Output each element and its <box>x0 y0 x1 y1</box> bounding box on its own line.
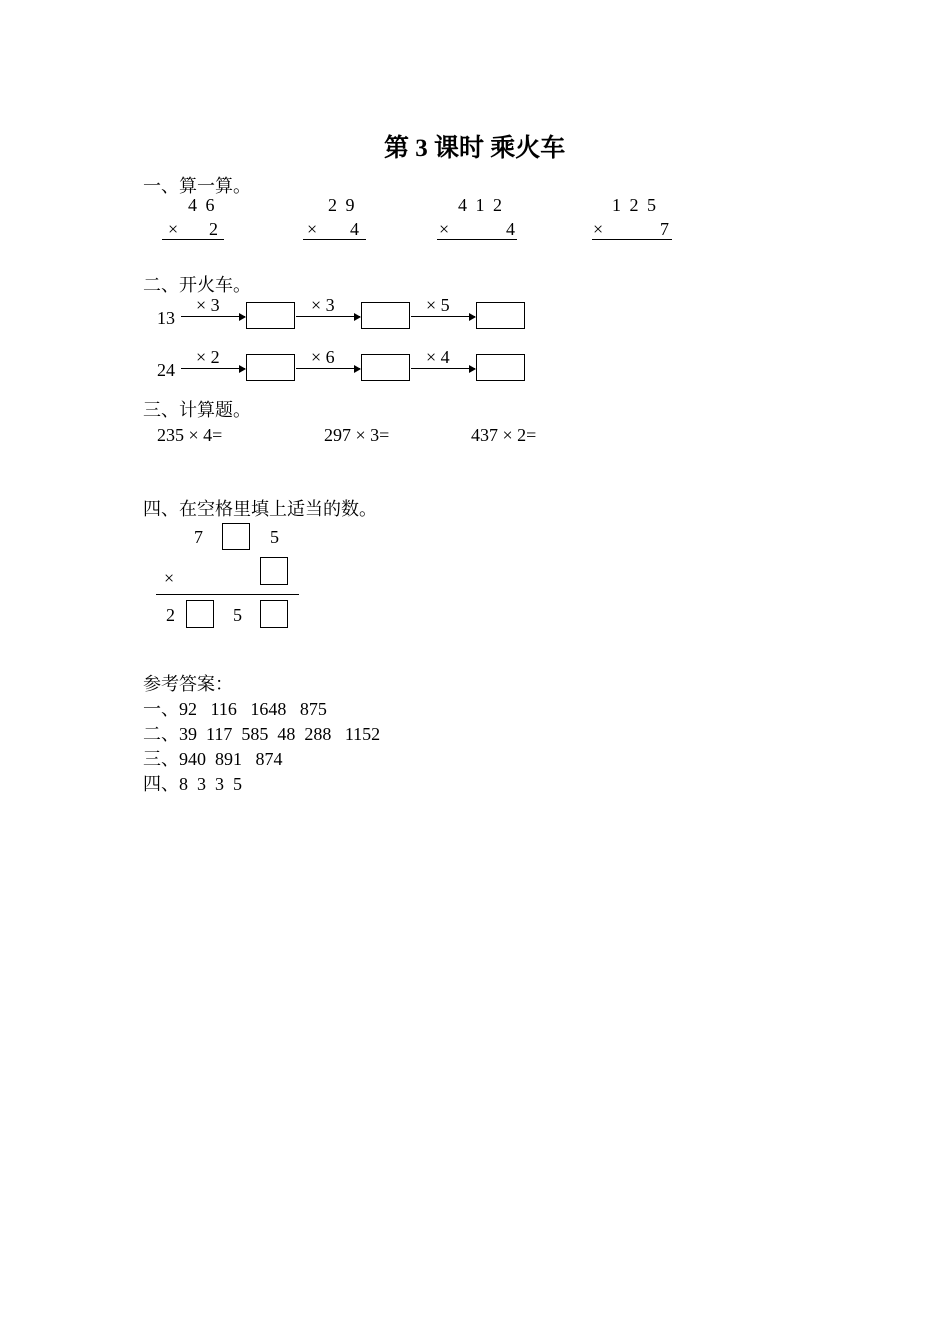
blank-box[interactable] <box>260 600 288 628</box>
problem-top-number: 2 9 <box>328 195 357 215</box>
answers-heading: 参考答案： <box>143 674 233 694</box>
top-digit: 5 <box>270 527 279 547</box>
answer-line: 一、92 116 1648 875 <box>143 699 327 719</box>
answer-box[interactable] <box>361 302 410 329</box>
arrow-icon <box>181 368 245 369</box>
blank-box[interactable] <box>222 523 250 550</box>
blank-box[interactable] <box>260 557 288 585</box>
train-operation: × 3 <box>196 295 220 315</box>
page-title: 第 3 课时 乘火车 <box>384 135 566 162</box>
problem-multiplier: 4 <box>350 219 359 239</box>
arrow-icon <box>411 368 475 369</box>
blank-box[interactable] <box>186 600 214 628</box>
problem-top-number: 4 6 <box>188 195 217 215</box>
answer-box[interactable] <box>246 302 295 329</box>
arrow-icon <box>411 316 475 317</box>
answer-line: 四、8 3 3 5 <box>143 774 242 794</box>
problem-multiplier: 7 <box>660 219 669 239</box>
arrow-icon <box>181 316 245 317</box>
times-sign: × <box>307 219 318 239</box>
result-line <box>162 239 224 240</box>
result-line <box>592 239 672 240</box>
train-operation: × 4 <box>426 347 450 367</box>
section4-heading: 四、在空格里填上适当的数。 <box>143 499 377 519</box>
section2-heading: 二、开火车。 <box>143 275 251 295</box>
train-operation: × 3 <box>311 295 335 315</box>
problem-top-number: 4 1 2 <box>458 195 504 215</box>
bottom-digit: 2 <box>166 605 175 625</box>
answer-box[interactable] <box>246 354 295 381</box>
times-sign: × <box>168 219 179 239</box>
calc-problem: 297 × 3= <box>324 425 390 445</box>
answer-box[interactable] <box>476 354 525 381</box>
times-sign: × <box>439 219 450 239</box>
problem-multiplier: 4 <box>506 219 515 239</box>
times-sign: × <box>593 219 604 239</box>
calc-problem: 235 × 4= <box>157 425 223 445</box>
times-sign: × <box>164 568 175 588</box>
answer-line: 三、940 891 874 <box>143 749 283 769</box>
arrow-icon <box>296 368 360 369</box>
train-start-number: 24 <box>157 360 175 380</box>
train-operation: × 2 <box>196 347 220 367</box>
section3-heading: 三、计算题。 <box>143 400 251 420</box>
train-operation: × 5 <box>426 295 450 315</box>
train-start-number: 13 <box>157 308 175 328</box>
arrow-icon <box>296 316 360 317</box>
section1-heading: 一、算一算。 <box>143 176 251 196</box>
result-line <box>437 239 517 240</box>
answer-line: 二、39 117 585 48 288 1152 <box>143 724 381 744</box>
result-line <box>303 239 366 240</box>
calc-problem: 437 × 2= <box>471 425 537 445</box>
answer-box[interactable] <box>361 354 410 381</box>
top-digit: 7 <box>194 527 203 547</box>
answer-box[interactable] <box>476 302 525 329</box>
bottom-digit: 5 <box>233 605 242 625</box>
result-line <box>156 594 299 595</box>
problem-multiplier: 2 <box>209 219 218 239</box>
train-operation: × 6 <box>311 347 335 367</box>
problem-top-number: 1 2 5 <box>612 195 658 215</box>
